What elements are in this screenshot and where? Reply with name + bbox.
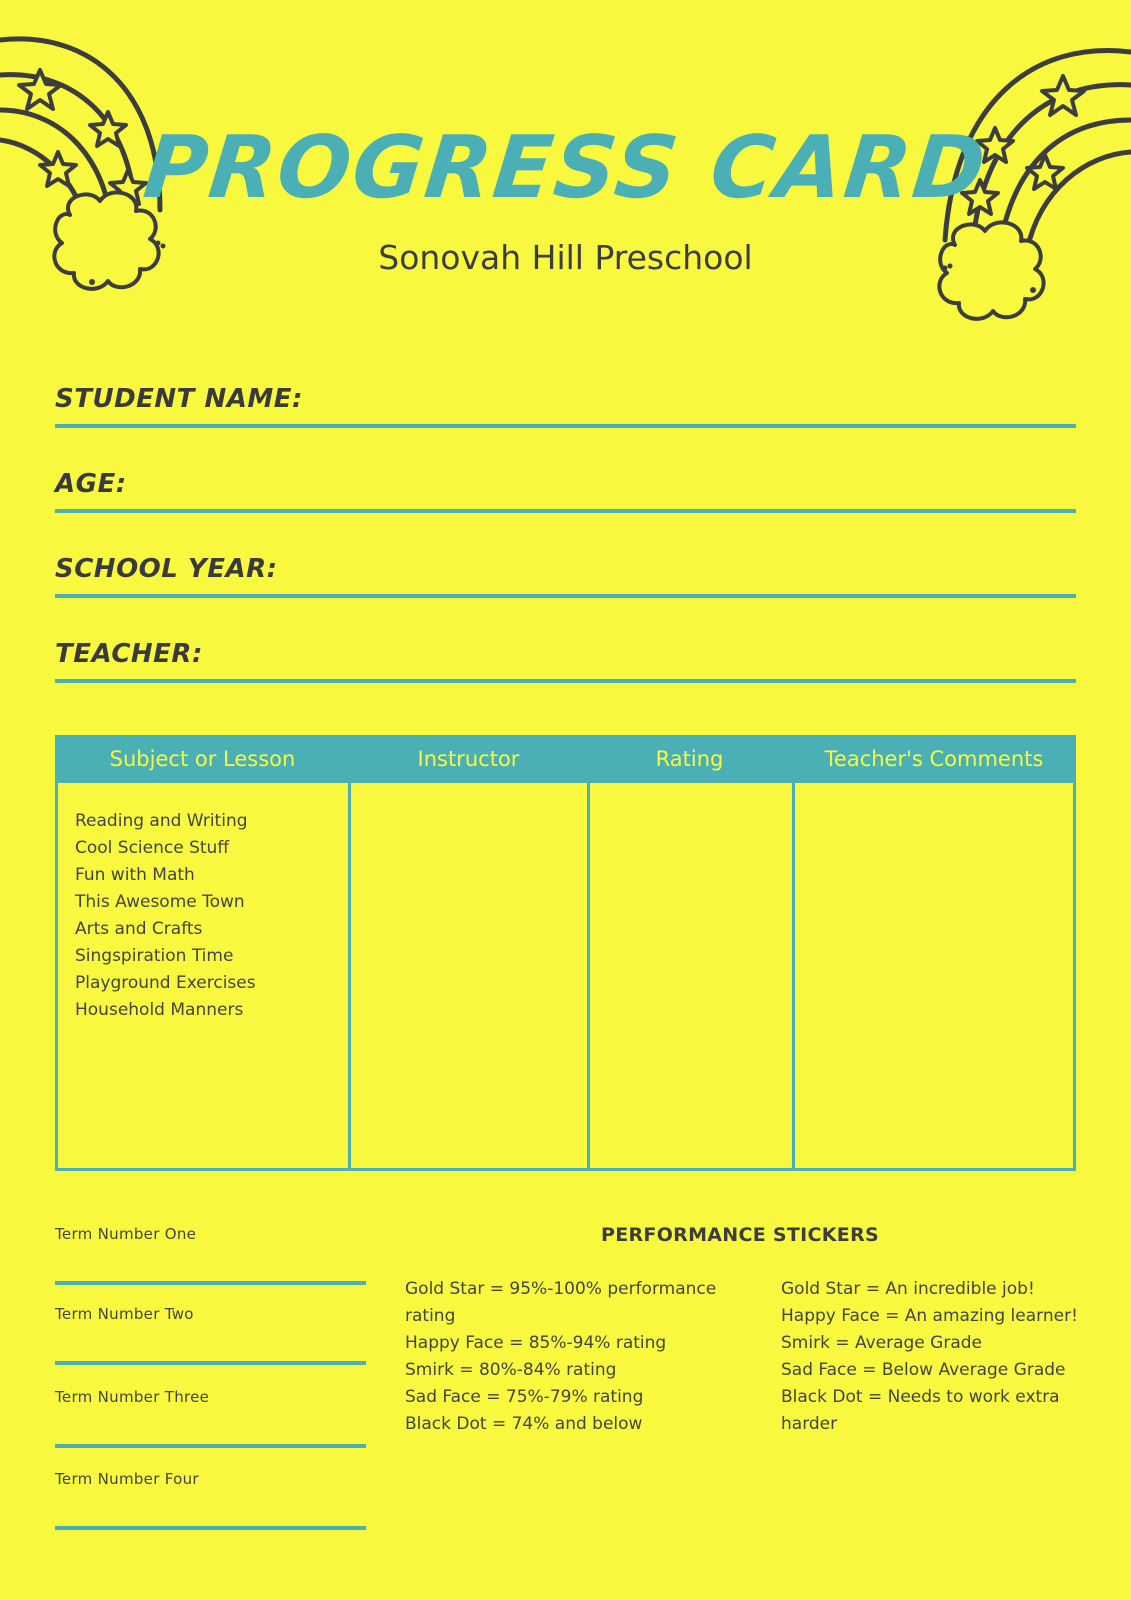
column-divider [348,779,351,1171]
list-item: Smirk = 80%-84% rating [405,1360,617,1380]
list-item: Singspiration Time [75,946,234,966]
student-name-field[interactable] [55,376,1076,428]
teacher-label: TEACHER: [55,639,203,669]
list-item: Happy Face = 85%-94% rating [405,1333,667,1353]
comments-cell[interactable] [809,786,1071,1166]
sticker-meanings-list [781,1276,1081,1438]
header-subject: Subject or Lesson [109,747,296,771]
stickers-heading: PERFORMANCE STICKERS [600,1224,880,1246]
term-underline [55,1361,366,1365]
list-item: Arts and Crafts [75,919,203,939]
student-name-underline [55,424,1076,428]
term-three-field[interactable] [55,1388,366,1448]
school-year-field[interactable] [55,546,1076,598]
sticker-ratings-list [405,1276,725,1438]
term-four-field[interactable] [55,1470,366,1530]
list-item: Cool Science Stuff [75,838,230,858]
term-label: Term Number Three [55,1388,210,1406]
age-label: AGE: [55,469,127,499]
table-header-row [55,735,1076,783]
term-underline [55,1444,366,1448]
term-label: Term Number One [55,1225,197,1243]
list-item: Household Manners [75,1000,244,1020]
school-year-underline [55,594,1076,598]
list-item: Happy Face = An amazing learner! [781,1306,1078,1326]
teacher-field[interactable] [55,631,1076,683]
list-item: Reading and Writing [75,811,248,831]
term-two-field[interactable] [55,1305,366,1365]
teacher-underline [55,679,1076,683]
term-underline [55,1526,366,1530]
school-year-label: SCHOOL YEAR: [55,554,278,584]
list-item: Sad Face = Below Average Grade [781,1360,1066,1380]
column-divider [792,779,795,1171]
list-item: Gold Star = An incredible job! [781,1279,1035,1299]
term-label: Term Number Four [55,1470,199,1488]
student-name-label: STUDENT NAME: [55,384,303,414]
column-divider [587,779,590,1171]
list-item: Playground Exercises [75,973,256,993]
list-item: Black Dot = 74% and below [405,1414,643,1434]
list-item: Gold Star = 95%-100% performance rating [405,1279,717,1326]
term-label: Term Number Two [55,1305,194,1323]
term-underline [55,1281,366,1285]
header-rating: Rating [655,747,724,771]
instructor-cell[interactable] [365,786,585,1166]
list-item: This Awesome Town [75,892,245,912]
list-item: Sad Face = 75%-79% rating [405,1387,644,1407]
list-item: Black Dot = Needs to work extra harder [781,1387,1060,1434]
term-one-field[interactable] [55,1225,366,1285]
page-title: PROGRESS CARD [139,118,992,218]
list-item: Fun with Math [75,865,195,885]
header-instructor: Instructor [417,747,520,771]
subject-list [75,808,256,1024]
school-name: Sonovah Hill Preschool [378,238,753,277]
age-underline [55,509,1076,513]
header-comments: Teacher's Comments [824,747,1044,771]
age-field[interactable] [55,461,1076,513]
list-item: Smirk = Average Grade [781,1333,983,1353]
rating-cell[interactable] [604,786,789,1166]
